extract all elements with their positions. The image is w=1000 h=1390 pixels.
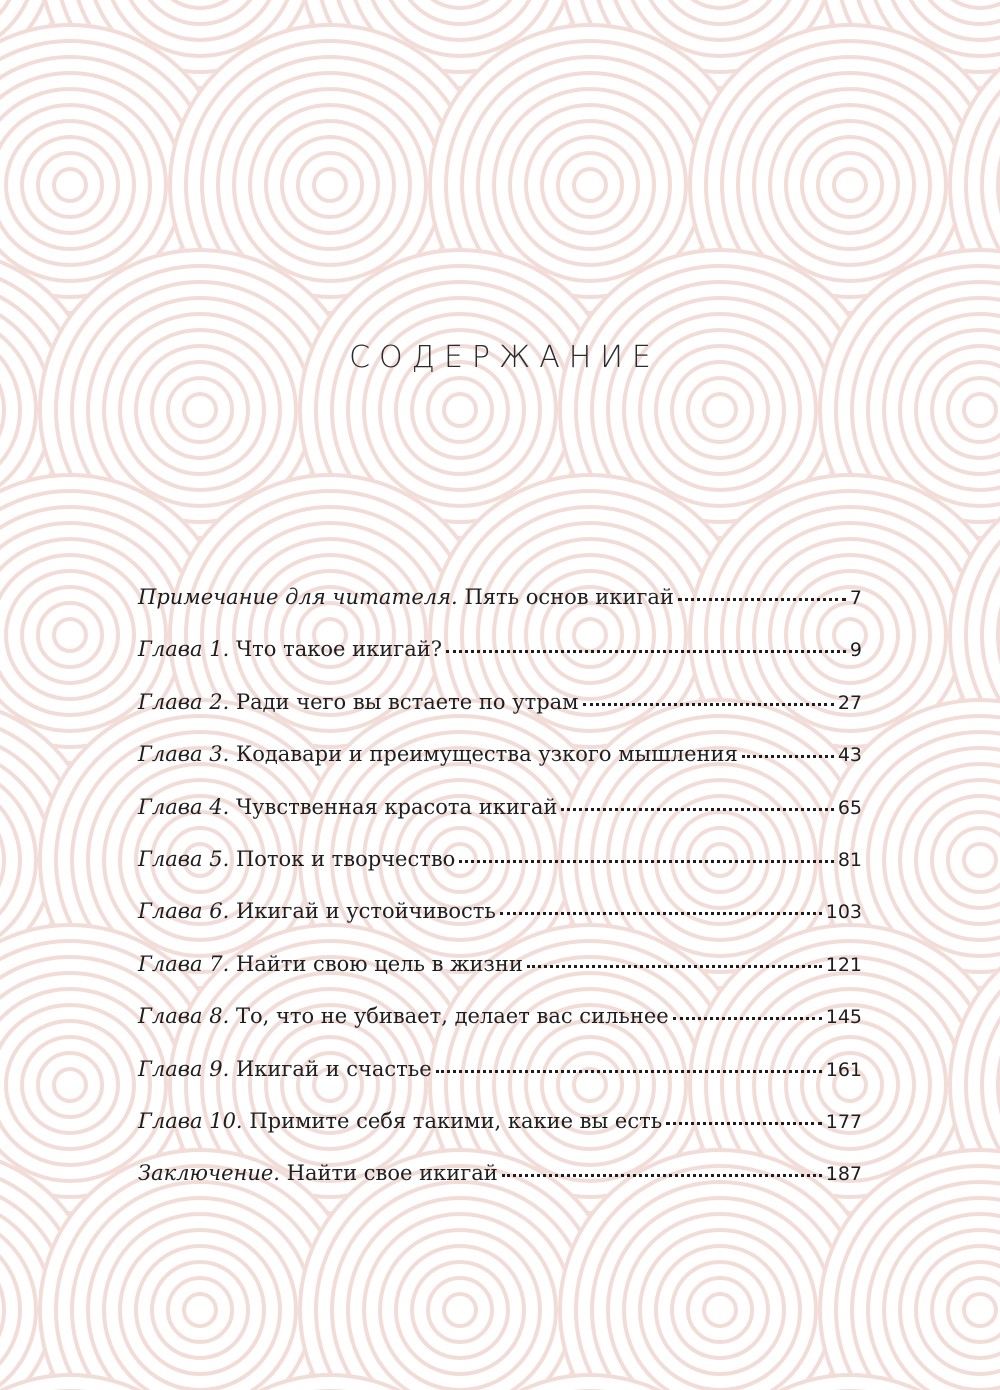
entry-label: Глава 10. [138,1108,243,1133]
entry-label: Глава 7. [138,951,230,976]
entry-page-number: 7 [849,587,862,609]
entry-label: Глава 4. [138,794,230,819]
entry-label: Глава 6. [138,899,230,924]
entry-label: Глава 1. [138,637,230,662]
entry-page-number: 161 [825,1058,862,1081]
toc-entry-conclusion[interactable] [138,1161,862,1213]
toc-entry-chapter-6[interactable] [138,899,862,951]
entry-page-number: 43 [837,744,862,767]
toc-entry-chapter-9[interactable] [138,1057,862,1109]
toc-entry-chapter-3[interactable] [138,742,862,794]
entry-title: Что такое икигай? [235,637,443,662]
entry-title: Икигай и устойчивость [235,899,496,924]
dot-leader [502,1174,822,1177]
dot-leader [742,755,834,758]
dot-leader [666,1122,822,1125]
entry-page-number: 177 [825,1110,862,1133]
entry-title: Найти свое икигай [286,1161,498,1186]
dot-leader [500,912,822,915]
entry-page-number: 27 [837,691,862,714]
entry-label: Глава 9. [138,1056,230,1081]
entry-page-number: 187 [825,1163,862,1186]
dot-leader [678,598,846,601]
toc-entry-chapter-4[interactable] [138,795,862,847]
entry-label: Глава 3. [138,742,230,767]
toc-entry-chapter-8[interactable] [138,1004,862,1056]
entry-title: Примите себя такими, какие вы есть [249,1108,663,1133]
dot-leader [673,1017,822,1020]
entry-title: Пять основ икигай [464,585,674,609]
dot-leader [446,650,846,653]
dot-leader [436,1070,822,1073]
entry-label: Глава 8. [138,1004,230,1029]
toc-entry-chapter-2[interactable] [138,690,862,742]
entry-page-number: 9 [849,639,862,662]
toc-entry-chapter-10[interactable] [138,1109,862,1161]
toc-entry-chapter-1[interactable] [138,637,862,689]
entry-title: Чувственная красота икигай [235,794,558,819]
entry-title: Ради чего вы встаете по утрам [235,689,579,714]
entry-label: Глава 5. [138,846,230,871]
entry-title: То, что не убивает, делает вас сильнее [235,1004,669,1029]
entry-page-number: 81 [837,848,862,871]
dot-leader [459,860,834,863]
page-title: СОДЕРЖАНИЕ [349,340,660,375]
toc-entry-foreword[interactable] [138,585,862,637]
dot-leader [583,703,834,706]
dot-leader [561,808,833,811]
entry-page-number: 65 [837,796,862,819]
table-of-contents [138,585,862,1214]
entry-label: Глава 2. [138,689,230,714]
entry-label: Примечание для читателя. [138,585,458,609]
entry-label: Заключение. [138,1161,280,1186]
dot-leader [527,965,822,968]
toc-entry-chapter-7[interactable] [138,952,862,1004]
entry-title: Икигай и счастье [235,1056,432,1081]
entry-page-number: 103 [825,901,862,924]
entry-title: Поток и творчество [235,846,456,871]
entry-page-number: 121 [825,953,862,976]
toc-entry-chapter-5[interactable] [138,847,862,899]
entry-title: Кодавари и преимущества узкого мышления [235,742,738,767]
entry-page-number: 145 [825,1006,862,1029]
entry-title: Найти свою цель в жизни [235,951,523,976]
